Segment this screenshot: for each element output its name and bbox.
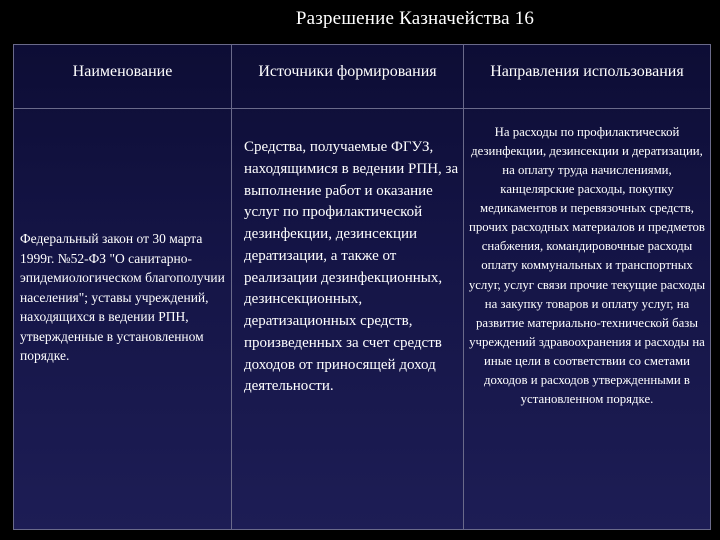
header-uses: Направления использования	[490, 63, 684, 80]
column-divider	[231, 45, 232, 529]
header-divider	[14, 108, 710, 109]
cell-uses: На расходы по профилактической дезинфекции, дезинсекции и дератизации, на оплату труда начислениями, канцелярские расходы, покупку медикаментов и перевязочных средств, прочих расходных материалов и предметов снабжения, командировочные расходы оплату коммунальных и транспортных услуг, услуг связи прочие текущие расходы на закупку товаров и оплату услуг, на развитие материально-технической базы учреждений здравоохранения и расходы на иные цели в соответствии со сметами доходов и расходов утвержденными в установленном порядке.	[468, 125, 706, 406]
table	[13, 44, 711, 530]
header-name: Наименование	[72, 63, 173, 80]
cell-name: Федеральный закон от 30 марта 1999г. №52-ФЗ "О санитарно-эпидемиологическом благополучии населения"; уставы учреждений, находящихся в ведении РПН, утвержденные в установленном порядке.	[20, 231, 225, 364]
header-sources: Источники формирования	[258, 63, 437, 80]
slide-title: Разрешение Казначейства 16	[295, 8, 535, 29]
cell-sources: Средства, получаемые ФГУЗ, находящимися в ведении РПН, за выполнение работ и оказание услуг по профилактической дезинфекции, дезинсекции дератизации, а также от реализации дезинфекционных, дезинсекционных, дератизационных средств, произведенных за счет средств доходов от приносящей доход деятельности.	[244, 139, 459, 395]
column-divider	[463, 45, 464, 529]
